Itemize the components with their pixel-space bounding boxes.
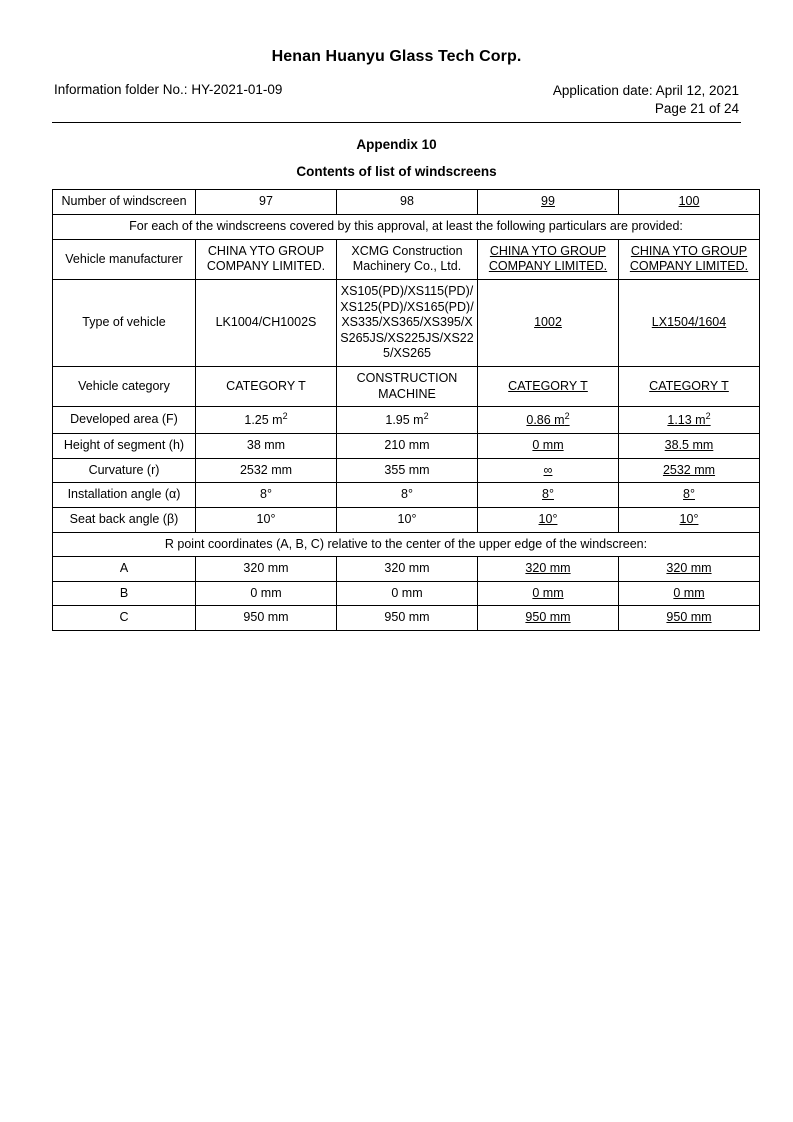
cell-value xyxy=(196,407,337,434)
table-row xyxy=(53,279,760,366)
cell-value: CHINA YTO GROUP COMPANY LIMITED. xyxy=(196,239,337,279)
row-label: B xyxy=(53,581,196,606)
cell-value: 8° xyxy=(196,483,337,508)
cell-value: 0 mm xyxy=(478,581,619,606)
row-label: Curvature (r) xyxy=(53,458,196,483)
windscreen-table xyxy=(52,189,760,631)
row-label: Number of windscreen xyxy=(53,190,196,215)
cell-text: 0.86 $m^2$ xyxy=(526,411,570,428)
table-row xyxy=(53,606,760,631)
cell-value: 10° xyxy=(196,507,337,532)
cell-value: 1002 xyxy=(478,279,619,366)
document-header xyxy=(52,82,741,123)
row-label: Vehicle category xyxy=(53,367,196,407)
table-row-number xyxy=(53,190,760,215)
contents-heading: Contents of list of windscreens xyxy=(296,164,497,180)
row-label: Developed area (F) xyxy=(53,407,196,434)
cell-value: 8° xyxy=(337,483,478,508)
cell-value: CATEGORY T xyxy=(478,367,619,407)
cell-value: 2532 mm xyxy=(619,458,760,483)
windscreen-number-3: 99 xyxy=(478,190,619,215)
cell-value: 320 mm xyxy=(478,557,619,582)
row-label: C xyxy=(53,606,196,631)
row-label: Vehicle manufacturer xyxy=(53,239,196,279)
cell-value xyxy=(478,407,619,434)
cell-value: 210 mm xyxy=(337,434,478,459)
cell-value: LK1004/CH1002S xyxy=(196,279,337,366)
cell-value: 950 mm xyxy=(196,606,337,631)
cell-value: CHINA YTO GROUP COMPANY LIMITED. xyxy=(619,239,760,279)
table-row-note-rpoint xyxy=(53,532,760,557)
row-label: Height of segment (h) xyxy=(53,434,196,459)
appendix-heading: Appendix 10 xyxy=(356,137,437,153)
cell-value: CATEGORY T xyxy=(196,367,337,407)
cell-value: 8° xyxy=(619,483,760,508)
table-row xyxy=(53,483,760,508)
page-title: Henan Huanyu Glass Tech Corp. xyxy=(271,48,522,65)
row-label: Seat back angle (β) xyxy=(53,507,196,532)
cell-value: 0 mm xyxy=(478,434,619,459)
cell-value: 320 mm xyxy=(619,557,760,582)
row-label: A xyxy=(53,557,196,582)
table-row xyxy=(53,239,760,279)
cell-value: LX1504/1604 xyxy=(619,279,760,366)
table-row xyxy=(53,581,760,606)
table-row xyxy=(53,407,760,434)
cell-value: CHINA YTO GROUP COMPANY LIMITED. xyxy=(478,239,619,279)
cell-text: 1.13 $m^2$ xyxy=(667,411,711,428)
cell-value: CONSTRUCTION MACHINE xyxy=(337,367,478,407)
cell-value: 10° xyxy=(619,507,760,532)
cell-value xyxy=(337,407,478,434)
note-particulars: For each of the windscreens covered by this approval, at least the following particulars are provided: xyxy=(53,215,760,240)
application-date: Application date: April 12, 2021 xyxy=(552,83,739,98)
cell-value: 320 mm xyxy=(196,557,337,582)
header-right-block xyxy=(553,82,739,118)
cell-value: 950 mm xyxy=(337,606,478,631)
cell-value: 38 mm xyxy=(196,434,337,459)
cell-value: ∞ xyxy=(478,458,619,483)
cell-value: 0 mm xyxy=(619,581,760,606)
table-row xyxy=(53,557,760,582)
note-rpoint: R point coordinates (A, B, C) relative to the center of the upper edge of the windscreen: xyxy=(53,532,760,557)
cell-value: 950 mm xyxy=(478,606,619,631)
table-row xyxy=(53,434,760,459)
cell-value: XS105(PD)/XS115(PD)/XS125(PD)/XS165(PD)/XS335/XS365/XS395/XS265JS/XS225JS/XS225/XS265 xyxy=(337,279,478,366)
table-row xyxy=(53,367,760,407)
cell-value: 10° xyxy=(337,507,478,532)
cell-value: CATEGORY T xyxy=(619,367,760,407)
windscreen-number-1: 97 xyxy=(196,190,337,215)
row-label: Installation angle (α) xyxy=(53,483,196,508)
cell-text: 1.25 $m^2$ xyxy=(244,411,288,428)
cell-value: 0 mm xyxy=(337,581,478,606)
cell-value: 355 mm xyxy=(337,458,478,483)
cell-value: XCMG Construction Machinery Co., Ltd. xyxy=(337,239,478,279)
row-label: Type of vehicle xyxy=(53,279,196,366)
table-row-note-particulars xyxy=(53,215,760,240)
cell-value: 8° xyxy=(478,483,619,508)
cell-value: 38.5 mm xyxy=(619,434,760,459)
page-number: Page 21 of 24 xyxy=(654,101,739,117)
cell-value: 0 mm xyxy=(196,581,337,606)
cell-value: 2532 mm xyxy=(196,458,337,483)
windscreen-number-2: 98 xyxy=(337,190,478,215)
table-row xyxy=(53,458,760,483)
cell-value: 950 mm xyxy=(619,606,760,631)
cell-text: 1.95 $m^2$ xyxy=(385,411,429,428)
cell-value: 320 mm xyxy=(337,557,478,582)
table-row xyxy=(53,507,760,532)
cell-value xyxy=(619,407,760,434)
information-folder-number: Information folder No.: HY-2021-01-09 xyxy=(54,82,283,97)
windscreen-number-4: 100 xyxy=(619,190,760,215)
cell-value: 10° xyxy=(478,507,619,532)
